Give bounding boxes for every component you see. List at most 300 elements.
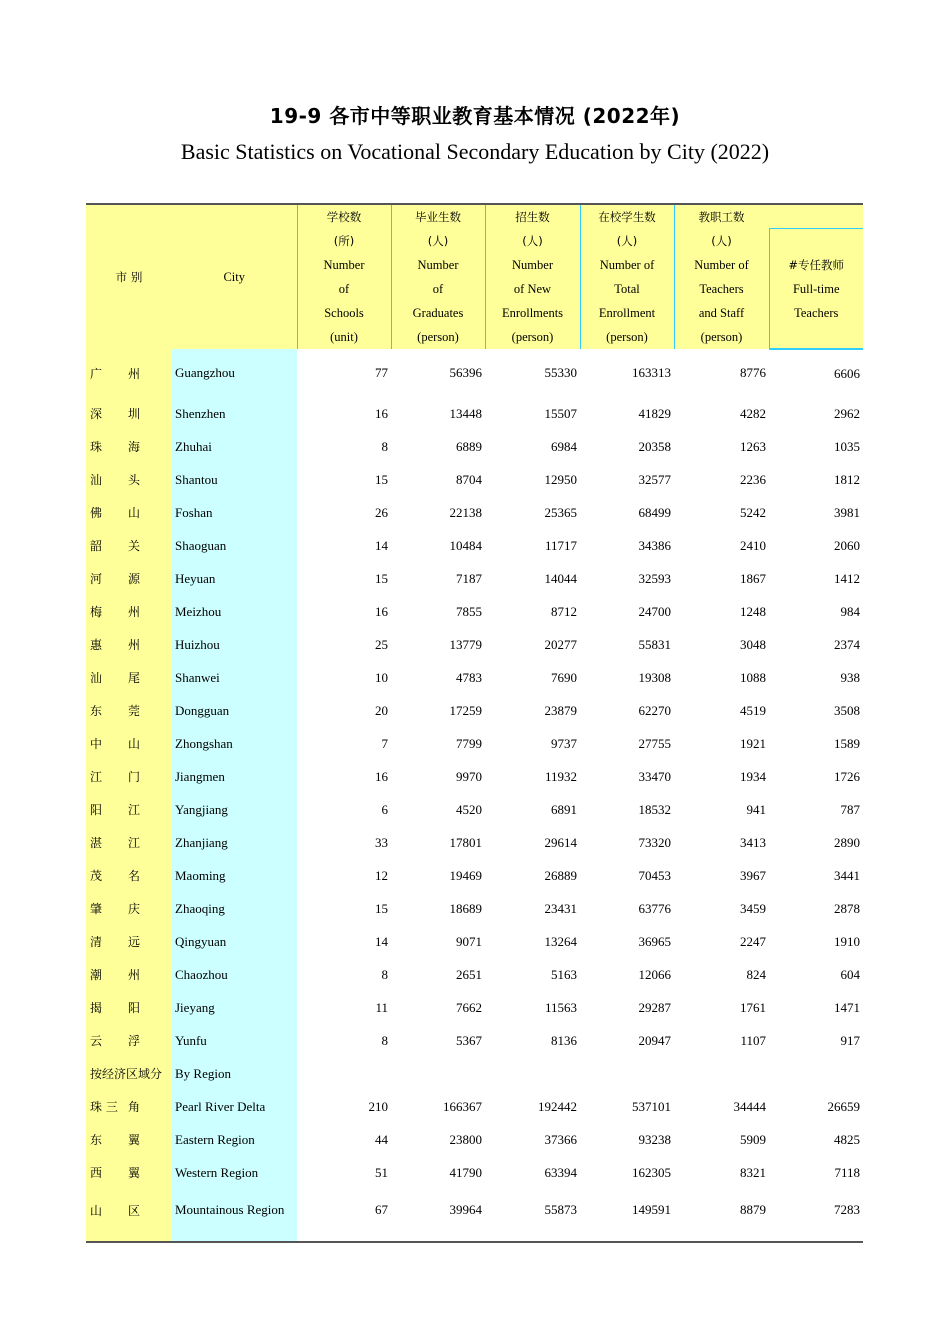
schools-value: 51 xyxy=(375,1164,388,1180)
city-name-cn-part1: 梅 xyxy=(90,605,103,619)
graduates-value: 18689 xyxy=(449,900,482,916)
header-schools-unit-en: (unit) xyxy=(330,330,358,344)
header-staff-span-filler xyxy=(769,204,863,229)
enrollments-value: 8136 xyxy=(551,1032,577,1048)
city-name-cn xyxy=(86,793,172,826)
schools-value: 16 xyxy=(375,405,388,421)
enrollments-value: 25365 xyxy=(544,504,577,520)
city-name-cn xyxy=(86,628,172,661)
city-name-cn xyxy=(86,496,172,529)
fulltime-teachers-value: 3441 xyxy=(834,867,860,883)
city-name-cn xyxy=(86,826,172,859)
city-name-en: Jiangmen xyxy=(172,760,297,793)
city-name-en: Foshan xyxy=(172,496,297,529)
total-enrollment-value: 36965 xyxy=(638,933,671,949)
statistics-table xyxy=(86,203,863,1243)
city-name-cn-part1: 韶 xyxy=(90,539,103,553)
schools-value: 25 xyxy=(375,636,388,652)
city-name-cn-part2: 翼 xyxy=(128,1133,141,1147)
table-row xyxy=(86,859,863,892)
graduates-value: 19469 xyxy=(449,867,482,883)
schools-value: 8 xyxy=(381,1032,388,1048)
header-schools-cn: 学校数 xyxy=(326,210,362,224)
city-name-cn xyxy=(86,1189,172,1242)
empty-cell xyxy=(580,1057,674,1090)
table-row xyxy=(86,727,863,760)
graduates-value: 7187 xyxy=(456,570,482,586)
graduates-value: 2651 xyxy=(456,966,482,982)
total-enrollment-value: 163313 xyxy=(632,365,671,380)
city-name-cn-part1: 清 xyxy=(90,935,103,949)
staff-value: 8321 xyxy=(740,1164,766,1180)
city-name-cn xyxy=(86,595,172,628)
schools-value: 26 xyxy=(375,504,388,520)
header-graduates-unit-cn: (人) xyxy=(427,234,449,248)
staff-value: 2410 xyxy=(740,537,766,553)
staff-value: 5909 xyxy=(740,1131,766,1147)
city-name-en: Dongguan xyxy=(172,694,297,727)
city-name-cn xyxy=(86,397,172,430)
fulltime-teachers-value: 917 xyxy=(840,1032,860,1048)
table-row xyxy=(86,991,863,1024)
enrollments-value: 9737 xyxy=(551,735,577,751)
empty-cell xyxy=(297,1057,391,1090)
table-row xyxy=(86,496,863,529)
graduates-value: 39964 xyxy=(391,1189,485,1242)
city-name-cn-part2: 名 xyxy=(128,869,141,883)
city-name-cn xyxy=(86,958,172,991)
graduates-value: 13448 xyxy=(449,405,482,421)
table-row xyxy=(86,793,863,826)
staff-value: 1107 xyxy=(740,1032,766,1048)
city-name-cn-part1: 湛 xyxy=(90,836,103,850)
schools-value: 8 xyxy=(381,966,388,982)
header-enrollments xyxy=(485,204,580,349)
total-enrollment-value: 149591 xyxy=(580,1189,674,1242)
city-name-cn-part1: 汕 xyxy=(90,671,103,685)
city-name-en: Shantou xyxy=(172,463,297,496)
header-schools xyxy=(297,204,391,349)
header-enrollments-en-3: Enrollments xyxy=(501,306,564,320)
staff-value: 3048 xyxy=(740,636,766,652)
staff-value: 8776 xyxy=(740,365,766,380)
city-name-en: Maoming xyxy=(172,859,297,892)
city-name-cn xyxy=(86,661,172,694)
header-staff xyxy=(674,204,769,349)
city-name-en: Western Region xyxy=(172,1156,297,1189)
header-fulltime-cn: #专任教师 xyxy=(788,257,845,272)
city-name-cn-part2: 区 xyxy=(128,1204,141,1218)
schools-value: 77 xyxy=(375,365,388,380)
fulltime-teachers-value: 2890 xyxy=(834,834,860,850)
page-title-cn: 19-9 各市中等职业教育基本情况 (2022年) xyxy=(269,104,681,128)
city-name-en: Yangjiang xyxy=(172,793,297,826)
region-header-row xyxy=(86,1057,863,1090)
region-header-en: By Region xyxy=(172,1057,297,1090)
fulltime-teachers-value: 1412 xyxy=(834,570,860,586)
staff-value: 4282 xyxy=(740,405,766,421)
schools-value: 15 xyxy=(375,471,388,487)
table-row xyxy=(86,463,863,496)
fulltime-teachers-value: 7118 xyxy=(834,1164,860,1180)
header-graduates-unit-en: (person) xyxy=(417,330,459,344)
staff-value: 941 xyxy=(746,801,766,817)
staff-value: 1088 xyxy=(740,669,766,685)
fulltime-teachers-value: 1910 xyxy=(834,933,860,949)
city-name-cn-part1: 东 xyxy=(90,1133,103,1147)
header-graduates-cn: 毕业生数 xyxy=(415,210,461,224)
fulltime-teachers-value: 3981 xyxy=(834,504,860,520)
header-staff-en-1: Number of xyxy=(694,258,749,272)
header-total-enrollment xyxy=(580,204,674,349)
city-name-cn-part2: 远 xyxy=(128,935,141,949)
graduates-value: 5367 xyxy=(456,1032,482,1048)
enrollments-value: 11563 xyxy=(544,999,577,1015)
fulltime-teachers-value: 2878 xyxy=(834,900,860,916)
city-name-cn-part1: 云 xyxy=(90,1034,103,1048)
city-name-cn xyxy=(86,760,172,793)
city-name-en: Guangzhou xyxy=(172,349,297,397)
city-name-cn-part2: 尾 xyxy=(128,671,141,685)
graduates-value: 9071 xyxy=(456,933,482,949)
enrollments-value: 8712 xyxy=(551,603,577,619)
schools-value: 20 xyxy=(375,702,388,718)
city-name-cn xyxy=(86,991,172,1024)
enrollments-value: 55873 xyxy=(485,1189,580,1242)
table-row xyxy=(86,925,863,958)
table-body xyxy=(86,349,863,1242)
staff-value: 824 xyxy=(746,966,766,982)
city-name-cn-part1: 惠 xyxy=(90,638,103,652)
graduates-value: 23800 xyxy=(449,1131,482,1147)
enrollments-value: 29614 xyxy=(544,834,577,850)
fulltime-teachers-value: 2060 xyxy=(834,537,860,553)
enrollments-value: 12950 xyxy=(544,471,577,487)
schools-value: 15 xyxy=(375,570,388,586)
fulltime-teachers-value: 1471 xyxy=(834,999,860,1015)
schools-value: 67 xyxy=(297,1189,391,1242)
graduates-value: 10484 xyxy=(449,537,482,553)
city-name-cn-part1: 佛 xyxy=(90,506,103,520)
staff-value: 1867 xyxy=(740,570,766,586)
header-enrollments-unit-en: (person) xyxy=(511,330,554,344)
header-city-en: City xyxy=(172,204,297,349)
staff-value: 1921 xyxy=(740,735,766,751)
header-staff-unit-cn: (人) xyxy=(711,234,732,248)
header-graduates-en-3: Graduates xyxy=(412,306,464,320)
enrollments-value: 11932 xyxy=(544,768,577,784)
schools-value: 6 xyxy=(381,801,388,817)
fulltime-teachers-value: 938 xyxy=(840,669,860,685)
city-name-en: Mountainous Region xyxy=(172,1189,297,1242)
header-staff-unit-en: (person) xyxy=(700,330,743,344)
header-schools-unit-cn: (所) xyxy=(333,234,355,248)
city-name-cn-part1: 肇 xyxy=(90,902,103,916)
city-name-en: Chaozhou xyxy=(172,958,297,991)
total-enrollment-value: 32577 xyxy=(638,471,671,487)
staff-value: 2247 xyxy=(740,933,766,949)
graduates-value: 17259 xyxy=(449,702,482,718)
enrollments-value: 6891 xyxy=(551,801,577,817)
graduates-value: 9970 xyxy=(456,768,482,784)
total-enrollment-value: 34386 xyxy=(638,537,671,553)
staff-value: 2236 xyxy=(740,471,766,487)
header-enrollments-en-1: Number xyxy=(512,258,553,272)
header-total-unit-cn: (人) xyxy=(616,234,638,248)
total-enrollment-value: 162305 xyxy=(632,1164,671,1180)
enrollments-value: 6984 xyxy=(551,438,577,454)
city-name-cn-part1: 揭 xyxy=(90,1001,103,1015)
city-name-cn xyxy=(86,430,172,463)
city-name-en: Huizhou xyxy=(172,628,297,661)
city-name-cn-part1: 江 xyxy=(90,770,103,784)
city-name-cn xyxy=(86,1024,172,1057)
graduates-value: 7855 xyxy=(456,603,482,619)
header-total-en-3: Enrollment xyxy=(598,306,656,320)
city-name-en: Meizhou xyxy=(172,595,297,628)
city-name-en: Shenzhen xyxy=(172,397,297,430)
header-staff-cn: 教职工数 xyxy=(698,210,745,224)
header-city-cn: 市 别 xyxy=(86,204,172,349)
staff-value: 3459 xyxy=(740,900,766,916)
fulltime-teachers-value: 2962 xyxy=(834,405,860,421)
table-row xyxy=(86,628,863,661)
table-row xyxy=(86,661,863,694)
table-row xyxy=(86,694,863,727)
city-name-cn-part1: 珠 三 xyxy=(90,1100,118,1114)
city-name-cn-part2: 源 xyxy=(128,572,141,586)
header-enrollments-cn: 招生数 xyxy=(515,210,550,224)
city-name-en: Heyuan xyxy=(172,562,297,595)
table-row xyxy=(86,826,863,859)
schools-value: 11 xyxy=(375,999,388,1015)
header-total-en-2: Total xyxy=(614,282,640,296)
city-name-cn xyxy=(86,727,172,760)
city-name-cn-part2: 莞 xyxy=(128,704,141,718)
enrollments-value: 15507 xyxy=(544,405,577,421)
city-name-cn xyxy=(86,529,172,562)
table-row xyxy=(86,1090,863,1123)
staff-value: 3413 xyxy=(740,834,766,850)
enrollments-value: 37366 xyxy=(544,1131,577,1147)
schools-value: 7 xyxy=(381,735,388,751)
header-schools-en-2: of xyxy=(338,282,350,296)
table-row xyxy=(86,397,863,430)
city-name-cn-part1: 茂 xyxy=(90,869,103,883)
graduates-value: 41790 xyxy=(449,1164,482,1180)
city-name-en: Zhongshan xyxy=(172,727,297,760)
table-row xyxy=(86,430,863,463)
city-name-en: Yunfu xyxy=(172,1024,297,1057)
total-enrollment-value: 33470 xyxy=(638,768,671,784)
city-name-en: Jieyang xyxy=(172,991,297,1024)
table-row xyxy=(86,595,863,628)
table-header xyxy=(86,204,863,349)
header-fulltime-en-2: Teachers xyxy=(794,305,839,320)
city-name-cn-part2: 翼 xyxy=(128,1166,141,1180)
graduates-value: 6889 xyxy=(456,438,482,454)
schools-value: 16 xyxy=(375,603,388,619)
fulltime-teachers-value: 7283 xyxy=(769,1189,863,1242)
staff-value: 4519 xyxy=(740,702,766,718)
enrollments-value: 23879 xyxy=(544,702,577,718)
total-enrollment-value: 27755 xyxy=(638,735,671,751)
city-name-cn-part1: 潮 xyxy=(90,968,103,982)
graduates-value: 7662 xyxy=(456,999,482,1015)
fulltime-teachers-value: 604 xyxy=(840,966,860,982)
header-fulltime xyxy=(769,229,863,350)
city-name-cn xyxy=(86,892,172,925)
schools-value: 16 xyxy=(375,768,388,784)
fulltime-teachers-value: 3508 xyxy=(834,702,860,718)
schools-value: 14 xyxy=(375,537,388,553)
enrollments-value: 7690 xyxy=(551,669,577,685)
city-name-cn-part2: 州 xyxy=(128,366,141,381)
city-name-cn-part2: 门 xyxy=(128,770,141,784)
fulltime-teachers-value: 984 xyxy=(840,603,860,619)
city-name-cn-part2: 头 xyxy=(128,473,141,487)
schools-value: 44 xyxy=(375,1131,388,1147)
enrollments-value: 192442 xyxy=(538,1098,577,1114)
enrollments-value: 55330 xyxy=(544,365,577,380)
city-name-cn-part1: 珠 xyxy=(90,440,103,454)
schools-value: 12 xyxy=(375,867,388,883)
total-enrollment-value: 73320 xyxy=(638,834,671,850)
city-name-cn-part2: 州 xyxy=(128,638,141,652)
city-name-cn xyxy=(86,1090,172,1123)
staff-value: 8879 xyxy=(674,1189,769,1242)
city-name-cn-part1: 西 xyxy=(90,1166,103,1180)
header-graduates-en-1: Number xyxy=(417,258,459,272)
city-name-cn-part2: 角 xyxy=(128,1100,141,1114)
total-enrollment-value: 19308 xyxy=(638,669,671,685)
city-name-cn-part2: 州 xyxy=(128,605,141,619)
city-name-cn-part2: 阳 xyxy=(128,1001,141,1015)
header-schools-en-1: Number xyxy=(323,258,365,272)
enrollments-value: 5163 xyxy=(551,966,577,982)
schools-value: 33 xyxy=(375,834,388,850)
total-enrollment-value: 32593 xyxy=(638,570,671,586)
schools-value: 210 xyxy=(368,1098,388,1114)
total-enrollment-value: 18532 xyxy=(638,801,671,817)
city-name-en: Shanwei xyxy=(172,661,297,694)
table-row xyxy=(86,562,863,595)
city-name-en: Pearl River Delta xyxy=(172,1090,297,1123)
statistics-table-container xyxy=(86,203,863,1243)
header-staff-en-3: and Staff xyxy=(698,306,745,320)
city-name-cn-part2: 庆 xyxy=(128,902,141,916)
city-name-cn xyxy=(86,1123,172,1156)
city-name-cn-part2: 海 xyxy=(128,440,141,454)
table-row xyxy=(86,958,863,991)
city-name-cn-part1: 广 xyxy=(90,366,103,381)
city-name-en: Qingyuan xyxy=(172,925,297,958)
graduates-value: 13779 xyxy=(449,636,482,652)
city-name-cn-part2: 山 xyxy=(128,506,141,520)
table-row xyxy=(86,1024,863,1057)
staff-value: 3967 xyxy=(740,867,766,883)
staff-value: 1761 xyxy=(740,999,766,1015)
city-name-cn-part2: 山 xyxy=(128,737,141,751)
enrollments-value: 13264 xyxy=(544,933,577,949)
graduates-value: 4783 xyxy=(456,669,482,685)
graduates-value: 166367 xyxy=(443,1098,482,1114)
graduates-value: 17801 xyxy=(449,834,482,850)
empty-cell xyxy=(485,1057,580,1090)
total-enrollment-value: 41829 xyxy=(638,405,671,421)
staff-value: 5242 xyxy=(740,504,766,520)
total-enrollment-value: 24700 xyxy=(638,603,671,619)
enrollments-value: 14044 xyxy=(544,570,577,586)
city-name-cn xyxy=(86,859,172,892)
enrollments-value: 23431 xyxy=(544,900,577,916)
table-row xyxy=(86,760,863,793)
staff-value: 34444 xyxy=(733,1098,766,1114)
region-header-cn: 按经济区域分 xyxy=(86,1057,172,1090)
city-name-cn xyxy=(86,1156,172,1189)
enrollments-value: 20277 xyxy=(544,636,577,652)
fulltime-teachers-value: 2374 xyxy=(834,636,860,652)
total-enrollment-value: 29287 xyxy=(638,999,671,1015)
city-name-en: Eastern Region xyxy=(172,1123,297,1156)
table-row xyxy=(86,892,863,925)
city-name-en: Shaoguan xyxy=(172,529,297,562)
enrollments-value: 11717 xyxy=(544,537,577,553)
city-name-cn xyxy=(86,694,172,727)
table-row xyxy=(86,1156,863,1189)
schools-value: 14 xyxy=(375,933,388,949)
city-name-en: Zhanjiang xyxy=(172,826,297,859)
header-total-unit-en: (person) xyxy=(606,330,648,344)
fulltime-teachers-value: 26659 xyxy=(827,1098,860,1114)
page-title-en: Basic Statistics on Vocational Secondary Education by City (2022) xyxy=(180,139,770,164)
header-fulltime-en-1: Full-time xyxy=(792,281,840,296)
city-name-cn-part2: 浮 xyxy=(128,1034,141,1048)
graduates-value: 7799 xyxy=(456,735,482,751)
graduates-value: 56396 xyxy=(449,365,482,380)
city-name-cn-part2: 江 xyxy=(128,836,141,850)
city-name-cn-part1: 中 xyxy=(90,737,103,751)
staff-value: 1248 xyxy=(740,603,766,619)
enrollments-value: 63394 xyxy=(544,1164,577,1180)
city-name-cn-part1: 汕 xyxy=(90,473,103,487)
city-name-cn xyxy=(86,562,172,595)
header-graduates xyxy=(391,204,485,349)
total-enrollment-value: 20947 xyxy=(638,1032,671,1048)
city-name-cn-part1: 河 xyxy=(90,572,103,586)
fulltime-teachers-value: 1812 xyxy=(834,471,860,487)
city-name-cn-part1: 山 xyxy=(90,1204,103,1218)
header-schools-en-3: Schools xyxy=(324,306,364,320)
header-enrollments-en-2: of New xyxy=(513,282,552,296)
city-name-cn-part2: 州 xyxy=(128,968,141,982)
city-name-cn xyxy=(86,925,172,958)
total-enrollment-value: 55831 xyxy=(638,636,671,652)
empty-cell xyxy=(674,1057,769,1090)
fulltime-teachers-value: 6606 xyxy=(834,365,860,381)
header-staff-en-2: Teachers xyxy=(699,282,744,296)
table-row xyxy=(86,529,863,562)
total-enrollment-value: 63776 xyxy=(638,900,671,916)
fulltime-teachers-value: 4825 xyxy=(834,1131,860,1147)
schools-value: 15 xyxy=(375,900,388,916)
empty-cell xyxy=(769,1057,863,1090)
city-name-cn xyxy=(86,463,172,496)
graduates-value: 8704 xyxy=(456,471,482,487)
total-enrollment-value: 537101 xyxy=(632,1098,671,1114)
total-enrollment-value: 20358 xyxy=(638,438,671,454)
fulltime-teachers-value: 1726 xyxy=(834,768,860,784)
